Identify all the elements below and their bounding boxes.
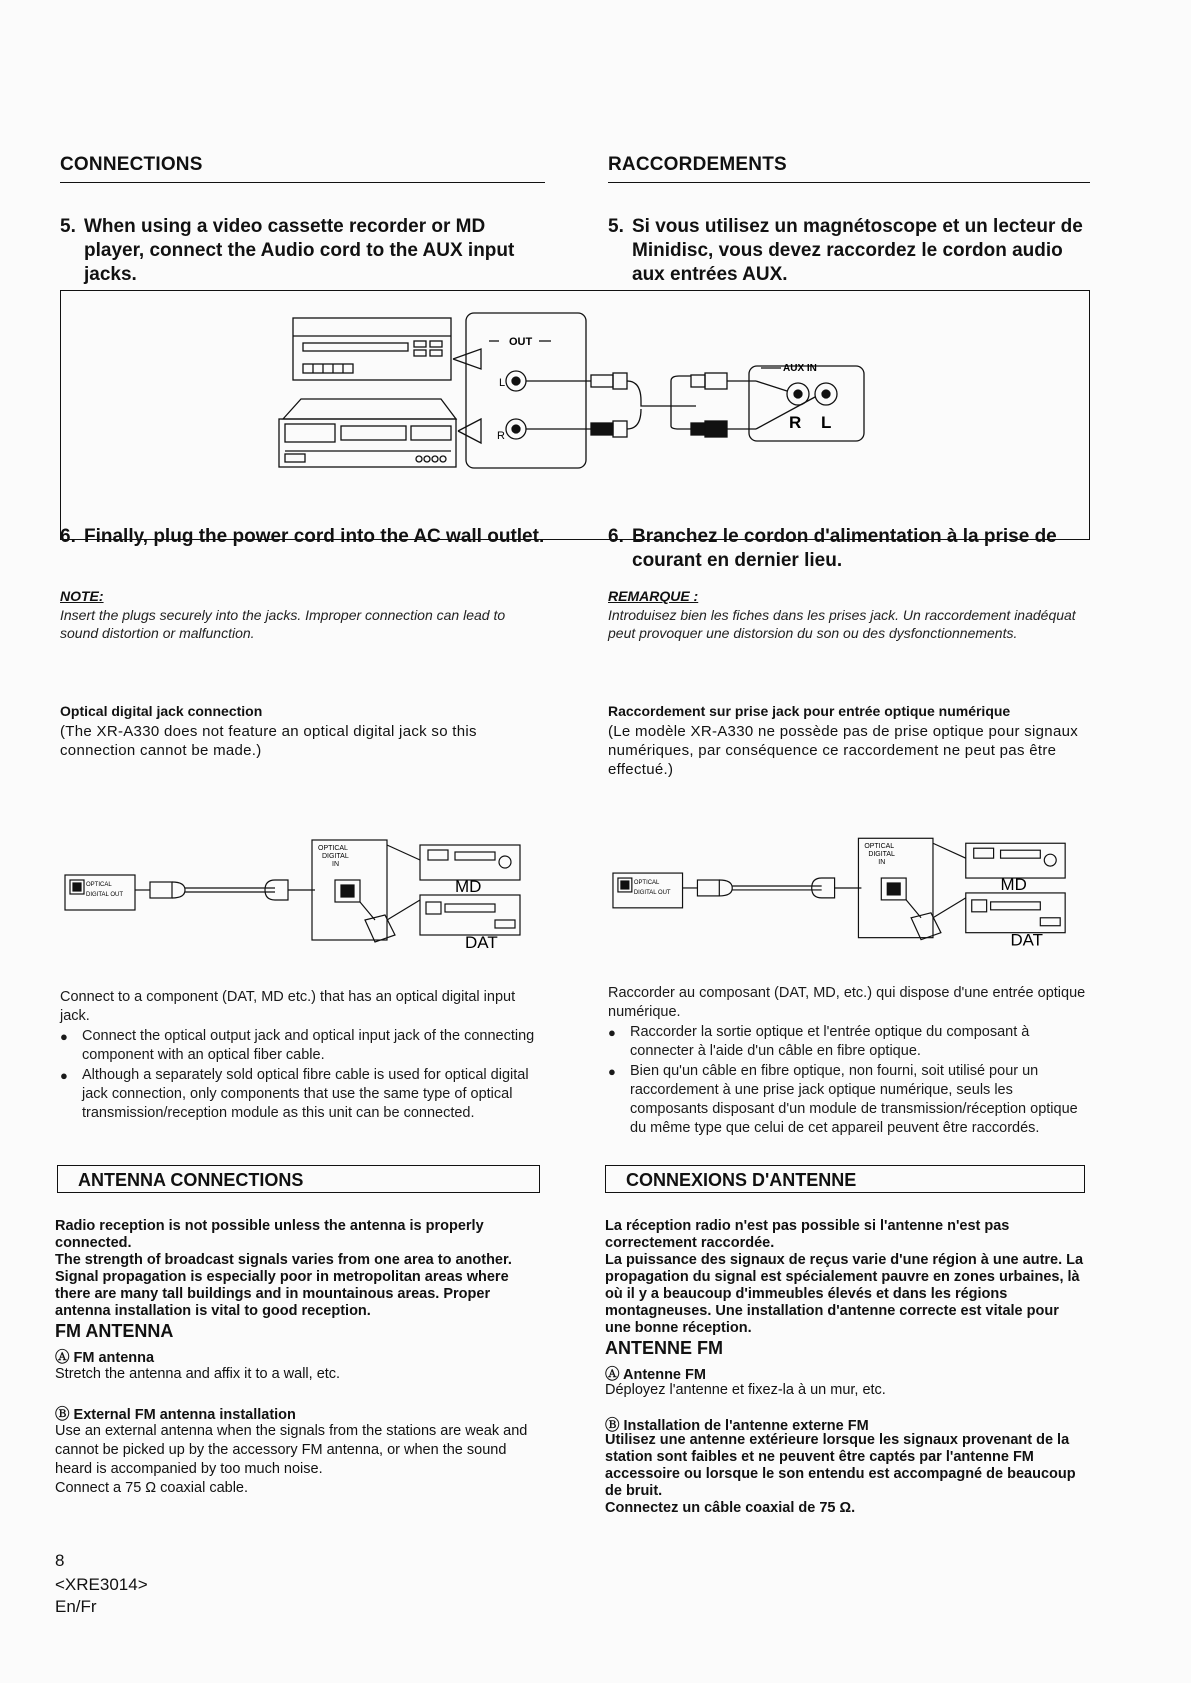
optical-text-en: (The XR-A330 does not feature an optical digital jack so this connection cannot be made.) — [60, 723, 477, 759]
note-title-fr: REMARQUE : — [608, 588, 699, 604]
optical-cap-icon — [911, 913, 941, 940]
aux-l-label: L — [821, 413, 832, 432]
bullet-item — [608, 1062, 1090, 1138]
rca-plug-icon — [705, 373, 727, 389]
step-text: Si vous utilisez un magnétoscope et un lecteur de Minidisc, vous devez raccordez le cordon audio aux entrées AUX. — [632, 216, 1083, 285]
fm-antenna-b-title-fr: Ⓑ Installation de l'antenne externe FM — [605, 1418, 869, 1434]
bullet-item — [60, 1066, 545, 1123]
fm-antenna-b-title-en: Ⓑ External FM antenna installation — [55, 1407, 296, 1423]
antenna-heading-en: ANTENNA CONNECTIONS — [57, 1165, 540, 1193]
dat-label: DAT — [465, 933, 498, 950]
language-code: En/Fr — [55, 1597, 97, 1616]
optical-in-text-2: DIGITAL — [322, 853, 349, 860]
bullet-text: Although a separately sold optical fibre cable is used for optical digital jack connection, only components that use the same type of optical transmission/reception module as this unit can be connected. — [82, 1067, 529, 1121]
optical-in-text-1: OPTICAL — [318, 845, 348, 852]
optical-plug-icon — [150, 882, 172, 898]
optical-out-text-2: DIGITAL OUT — [633, 889, 671, 896]
antenna-text-fr: La réception radio n'est pas possible si l'antenne n'est pas correctement raccordée. La puissance des signaux de reçus varie d'une région à une autre. La propagation du signal est spécialement pauvre en zones urbaines, là où il y a beaucoup d'immeubles élevés et dans les régions montagneuses. Une installation d'antenne correcte est vitale pour une bonne réception. — [605, 1218, 1084, 1336]
connect-text-en: Connect to a component (DAT, MD etc.) that has an optical digital input jack. — [60, 989, 516, 1024]
optical-in-text-3: IN — [332, 861, 339, 868]
aux-in-panel — [749, 366, 864, 441]
optical-in-text-2: DIGITAL — [868, 851, 895, 859]
note-text-en: Insert the plugs securely into the jacks. Improper connection can lead to sound distortion or malfunction. — [60, 607, 506, 641]
out-l-label: L — [499, 377, 506, 389]
optical-plug-icon — [812, 878, 835, 898]
md-label: MD — [1000, 874, 1027, 894]
step-number: 5. — [608, 216, 624, 237]
step-5-fr — [608, 215, 1093, 287]
dat-deck-icon — [966, 893, 1065, 933]
optical-text-fr: (Le modèle XR-A330 ne possède pas de prise optique pour signaux numériques, par conséquence ce raccordement ne peut pas être effectué.) — [608, 723, 1079, 778]
fm-antenna-b-text-en: Use an external antenna when the signals from the stations are weak and cannot be picked up by the accessory FM antenna, or when the sound heard is accompanied by too much noise. Connect a 75 Ω coaxial cable. — [55, 1423, 528, 1496]
rca-plug-icon — [591, 423, 613, 435]
optical-diagram-fr — [608, 818, 1090, 948]
aux-diagram-svg — [61, 291, 1088, 538]
out-r-label: R — [497, 430, 505, 442]
step-text: When using a video cassette recorder or MD player, connect the Audio cord to the AUX input jacks. — [84, 216, 515, 285]
aux-r-label: R — [789, 413, 802, 432]
step-6-fr — [608, 525, 1093, 573]
note-title-en: NOTE: — [60, 588, 104, 604]
step-text: Finally, plug the power cord into the AC wall outlet. — [84, 526, 545, 547]
fm-antenna-title-en: FM ANTENNA — [55, 1321, 174, 1341]
optical-cap-icon — [365, 915, 395, 942]
document-code: <XRE3014> — [55, 1575, 148, 1594]
optical-in-text-3: IN — [878, 859, 886, 867]
optical-in-text-1: OPTICAL — [864, 843, 895, 851]
bullet-item — [608, 1023, 1090, 1061]
optical-out-text-1: OPTICAL — [86, 882, 112, 888]
bullet-text: Bien qu'un câble en fibre optique, non fourni, soit utilisé pour un raccordement à une prise jack optique numérique, seuls les composants disposant d'un module de transmission/réception optique du même type que celui de cet appareil peuvent être raccordés. — [630, 1063, 1078, 1136]
optical-title-fr: Raccordement sur prise jack pour entrée optique numérique — [608, 703, 1011, 719]
step-number: 6. — [60, 526, 76, 547]
dat-deck-icon — [420, 895, 520, 935]
optical-plug-icon — [697, 880, 719, 896]
step-6-en — [60, 525, 545, 549]
md-player-icon — [293, 318, 451, 380]
page-number: 8 — [55, 1551, 65, 1570]
fm-antenna-a-title-fr: Ⓐ Antenne FM — [605, 1367, 706, 1383]
out-label: OUT — [509, 336, 533, 348]
antenna-heading-fr: CONNEXIONS D'ANTENNE — [605, 1165, 1085, 1193]
aux-connection-diagram — [60, 290, 1090, 540]
antenna-text-en: Radio reception is not possible unless the antenna is properly connected. The strength of broadcast signals varies from one area to another. Signal propagation is especially poor in metropolitan areas where there are many tall buildings and in mountainous areas. Proper antenna installation is vital to good reception. — [55, 1218, 512, 1319]
optical-plug-icon — [265, 880, 288, 900]
section-title-raccordements: RACCORDEMENTS — [608, 154, 1090, 183]
step-number: 5. — [60, 216, 76, 237]
md-label: MD — [455, 877, 482, 896]
fm-antenna-b-text-fr: Utilisez une antenne extérieure lorsque les signaux provenant de la station sont faibles et ne peuvent être captés par l'antenne FM accessoire ou lorsque le son entendu est accompagné de beaucoup de bruit. Connectez un câble coaxial de 75 Ω. — [605, 1432, 1076, 1516]
bullet-dot-icon: ● — [608, 1064, 616, 1079]
bullet-dot-icon: ● — [608, 1025, 616, 1040]
step-text: Branchez le cordon d'alimentation à la prise de courant en dernier lieu. — [632, 526, 1057, 571]
bullet-dot-icon: ● — [60, 1068, 68, 1083]
note-text-fr: Introduisez bien les fiches dans les prises jack. Un raccordement inadéquat peut provoquer une distorsion du son ou des dysfonctionnements. — [608, 607, 1076, 641]
rca-plug-icon — [591, 375, 613, 387]
optical-title-en: Optical digital jack connection — [60, 703, 263, 719]
bullet-dot-icon: ● — [60, 1029, 68, 1044]
connect-text-fr: Raccorder au composant (DAT, MD, etc.) qui dispose d'une entrée optique numérique. — [608, 985, 1086, 1020]
bullet-item — [60, 1027, 545, 1065]
optical-out-text-2: DIGITAL OUT — [86, 892, 124, 898]
step-number: 6. — [608, 526, 624, 547]
fm-antenna-title-fr: ANTENNE FM — [605, 1338, 723, 1358]
aux-in-label: AUX IN — [783, 363, 817, 374]
section-title-connections: CONNECTIONS — [60, 154, 545, 183]
dat-label: DAT — [1010, 930, 1043, 948]
step-5-en — [60, 215, 545, 287]
vcr-icon — [279, 399, 456, 467]
fm-antenna-a-text-fr: Déployez l'antenne et fixez-la à un mur, etc. — [605, 1382, 886, 1398]
bullet-text: Connect the optical output jack and optical input jack of the connecting component with an optical fiber cable. — [82, 1028, 535, 1063]
fm-antenna-a-title-en: Ⓐ FM antenna — [55, 1350, 155, 1366]
rca-plug-icon — [705, 421, 727, 437]
bullet-text: Raccorder la sortie optique et l'entrée optique du composant à connecter à l'aide d'un câble en fibre optique. — [630, 1024, 1030, 1059]
optical-out-text-1: OPTICAL — [633, 879, 660, 886]
fm-antenna-a-text-en: Stretch the antenna and affix it to a wall, etc. — [55, 1366, 341, 1382]
optical-diagram-en — [60, 820, 545, 950]
